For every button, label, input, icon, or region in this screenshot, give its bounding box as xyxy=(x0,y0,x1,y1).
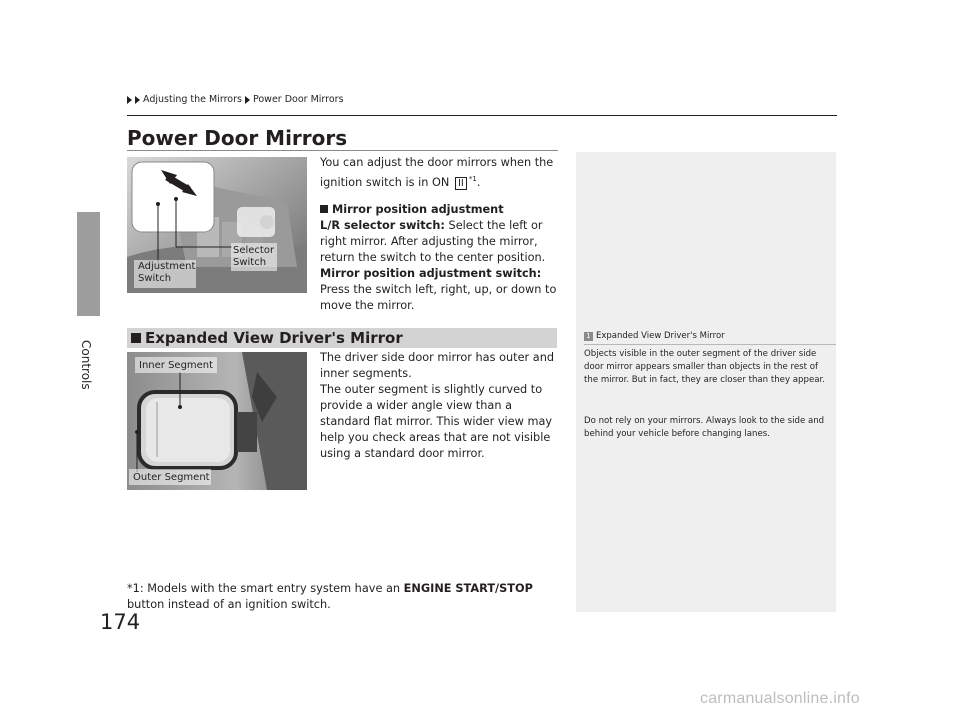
breadcrumb-arrow-icon xyxy=(127,96,132,104)
lr-selector-text: Select the left or right mirror. After adjusting the mirror, return the switch to the center position. xyxy=(320,219,546,264)
breadcrumb-arrow-icon xyxy=(135,96,140,104)
note-number-badge: 1 xyxy=(584,332,593,341)
outer-segment-label: Outer Segment xyxy=(133,472,210,483)
watermark: carmanualsonline.info xyxy=(700,690,860,707)
expanded-mirror-photo xyxy=(127,352,307,490)
section-title xyxy=(131,329,403,347)
header-divider xyxy=(127,115,837,116)
position-switch-text: Press the switch left, right, up, or down to move the mirror. xyxy=(320,283,557,312)
mirror-switch-photo xyxy=(127,157,307,293)
note-divider xyxy=(584,344,836,345)
breadcrumb-arrow-icon xyxy=(245,96,250,104)
footnote xyxy=(127,581,557,613)
position-switch-description xyxy=(320,266,560,314)
note-paragraph-1: Objects visible in the outer segment of the driver side door mirror appears smaller than objects in the rest of the mirror. But in fact, they are closer than they appear. xyxy=(584,349,825,385)
mirror-adjust-heading xyxy=(320,202,560,218)
title-divider xyxy=(127,150,558,151)
selector-switch-label: Selector Switch xyxy=(233,245,275,268)
breadcrumb-item[interactable]: Adjusting the Mirrors xyxy=(143,94,242,105)
section-title-text: Expanded View Driver's Mirror xyxy=(145,329,403,347)
square-bullet-icon xyxy=(320,205,328,213)
expanded-view-paragraph-2: The outer segment is slightly curved to provide a wider angle view than a standard flat mirror. This wider view may help you check areas that are not visible using a standard door mirror. xyxy=(320,383,553,460)
mirror-adjust-block xyxy=(320,202,560,314)
intro-paragraph xyxy=(320,155,560,191)
breadcrumb xyxy=(127,94,344,105)
section-side-tab xyxy=(77,212,100,316)
inner-segment-label: Inner Segment xyxy=(139,360,214,371)
page-number: 174 xyxy=(100,610,141,634)
breadcrumb-item[interactable]: Power Door Mirrors xyxy=(252,94,344,105)
lr-selector-description xyxy=(320,218,560,266)
adjustment-switch-label: Adjustment Switch xyxy=(138,261,196,284)
square-bullet-icon xyxy=(131,333,141,343)
note-paragraph-2: Do not rely on your mirrors. Always look to the side and behind your vehicle before changing lanes. xyxy=(584,416,825,439)
footnote-text-end: button instead of an ignition switch. xyxy=(127,598,331,611)
intro-text-end: . xyxy=(476,175,481,189)
side-tab-label: Controls xyxy=(79,340,93,390)
page-title: Power Door Mirrors xyxy=(127,126,348,150)
note-title: Expanded View Driver's Mirror xyxy=(596,331,725,341)
mirror-adjust-heading-text: Mirror position adjustment xyxy=(332,203,504,216)
intro-text: You can adjust the door mirrors when the ignition switch is in ON xyxy=(320,156,554,189)
footnote-text: *1: Models with the smart entry system have an xyxy=(127,582,404,595)
note-heading xyxy=(584,331,725,341)
footnote-bold-text: ENGINE START/STOP xyxy=(403,582,533,595)
lr-selector-label: L/R selector switch: xyxy=(320,219,445,232)
expanded-mirror-illustration xyxy=(127,352,307,490)
expanded-view-text xyxy=(320,350,560,462)
footnote-ref: *1 xyxy=(468,175,477,183)
expanded-view-paragraph-1: The driver side door mirror has outer and inner segments. xyxy=(320,351,555,380)
ignition-position-badge: II xyxy=(455,177,467,190)
position-switch-label: Mirror position adjustment switch: xyxy=(320,267,542,280)
